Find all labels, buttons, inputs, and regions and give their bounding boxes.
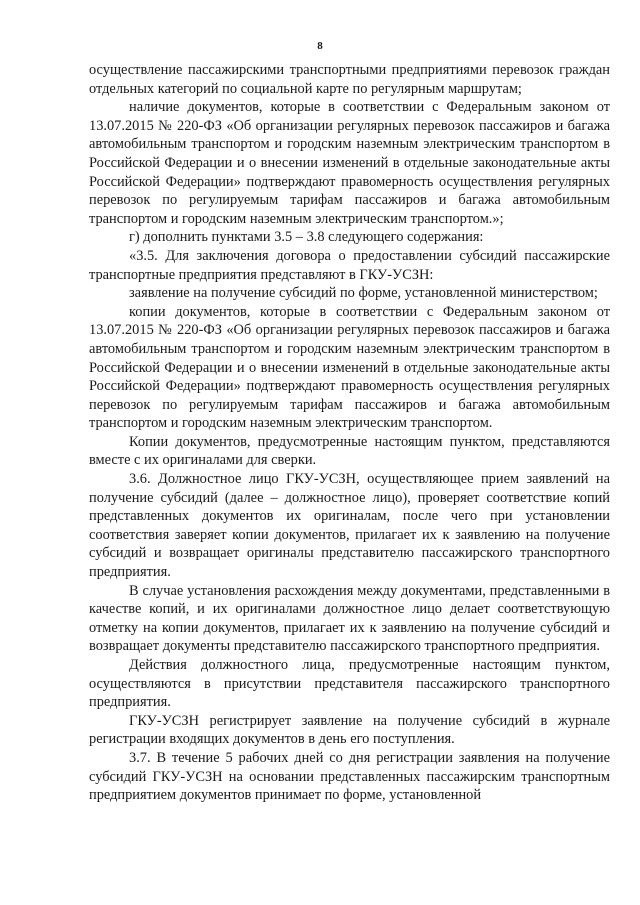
paragraph-5: заявление на получение субсидий по форме, установленной министерством; <box>129 285 598 302</box>
document-body <box>89 61 610 805</box>
paragraph-9: В случае установления расхождения между документами, представленными в качестве копий, и их оригиналами должностное лицо делает соответствующую отметку на копии документов, прилагает их к заявлению на получение субсидий и возвращает документы представителю пассажирского транспортного предприятия. <box>89 582 610 655</box>
paragraph-1: осуществление пассажирскими транспортными предприятиями перевозок граждан отдельных категорий по социальной карте по регулярным маршрутам; <box>89 62 610 97</box>
paragraph-3: г) дополнить пунктами 3.5 – 3.8 следующего содержания: <box>129 229 484 246</box>
paragraph-10: Действия должностного лица, предусмотренные настоящим пунктом, осуществляются в присутствии представителя пассажирского транспортного предприятия. <box>89 657 610 711</box>
paragraph-7: Копии документов, предусмотренные настоящим пунктом, представляются вместе с их оригиналами для сверки. <box>89 433 610 469</box>
paragraph-6: копии документов, которые в соответствии с Федеральным законом от 13.07.2015 № 220-ФЗ «Об организации регулярных перевозок пассажиров и багажа автомобильным транспортом и городским наземным электрическим транспортом в Российской Федерации и о внесении изменений в отдельные законодательные акты Российской Федерации» подтверждают правомерность осуществления регулярных перевозок по регулируемым тарифам пассажиров и багажа автомобильным транспортом и городским наземным электрическим транспортом. <box>89 303 610 432</box>
page-number: 8 <box>317 40 323 52</box>
paragraph-4: «3.5. Для заключения договора о предоставлении субсидий пассажирские транспортные предприятия представляют в ГКУ-УСЗН: <box>89 247 610 283</box>
paragraph-11: ГКУ-УСЗН регистрирует заявление на получение субсидий в журнале регистрации входящих документов в день его поступления. <box>89 712 610 748</box>
paragraph-12: 3.7. В течение 5 рабочих дней со дня регистрации заявления на получение субсидий ГКУ-УСЗН на основании представленных пассажирским транспортным предприятием документов принимает по форме, установленной <box>89 749 610 804</box>
paragraph-8: 3.6. Должностное лицо ГКУ-УСЗН, осуществляющее прием заявлений на получение субсидий (далее – должностное лицо), проверяет соответствие копий представленных документов их оригиналам, после чего при установлении соответствия заверяет копии документов, прилагает их к заявлению на получение субсидий и возвращает оригиналы представителю пассажирского транспортного предприятия. <box>89 471 610 581</box>
paragraph-2: наличие документов, которые в соответствии с Федеральным законом от 13.07.2015 № 220-ФЗ «Об организации регулярных перевозок пассажиров и багажа автомобильным транспортом и городским наземным электрическим транспортом в Российской Федерации и о внесении изменений в отдельные законодательные акты Российской Федерации» подтверждают правомерность осуществления регулярных перевозок по регулируемым тарифам пассажиров и багажа автомобильным транспортом и городским наземным электрическим транспортом.»; <box>89 99 610 227</box>
